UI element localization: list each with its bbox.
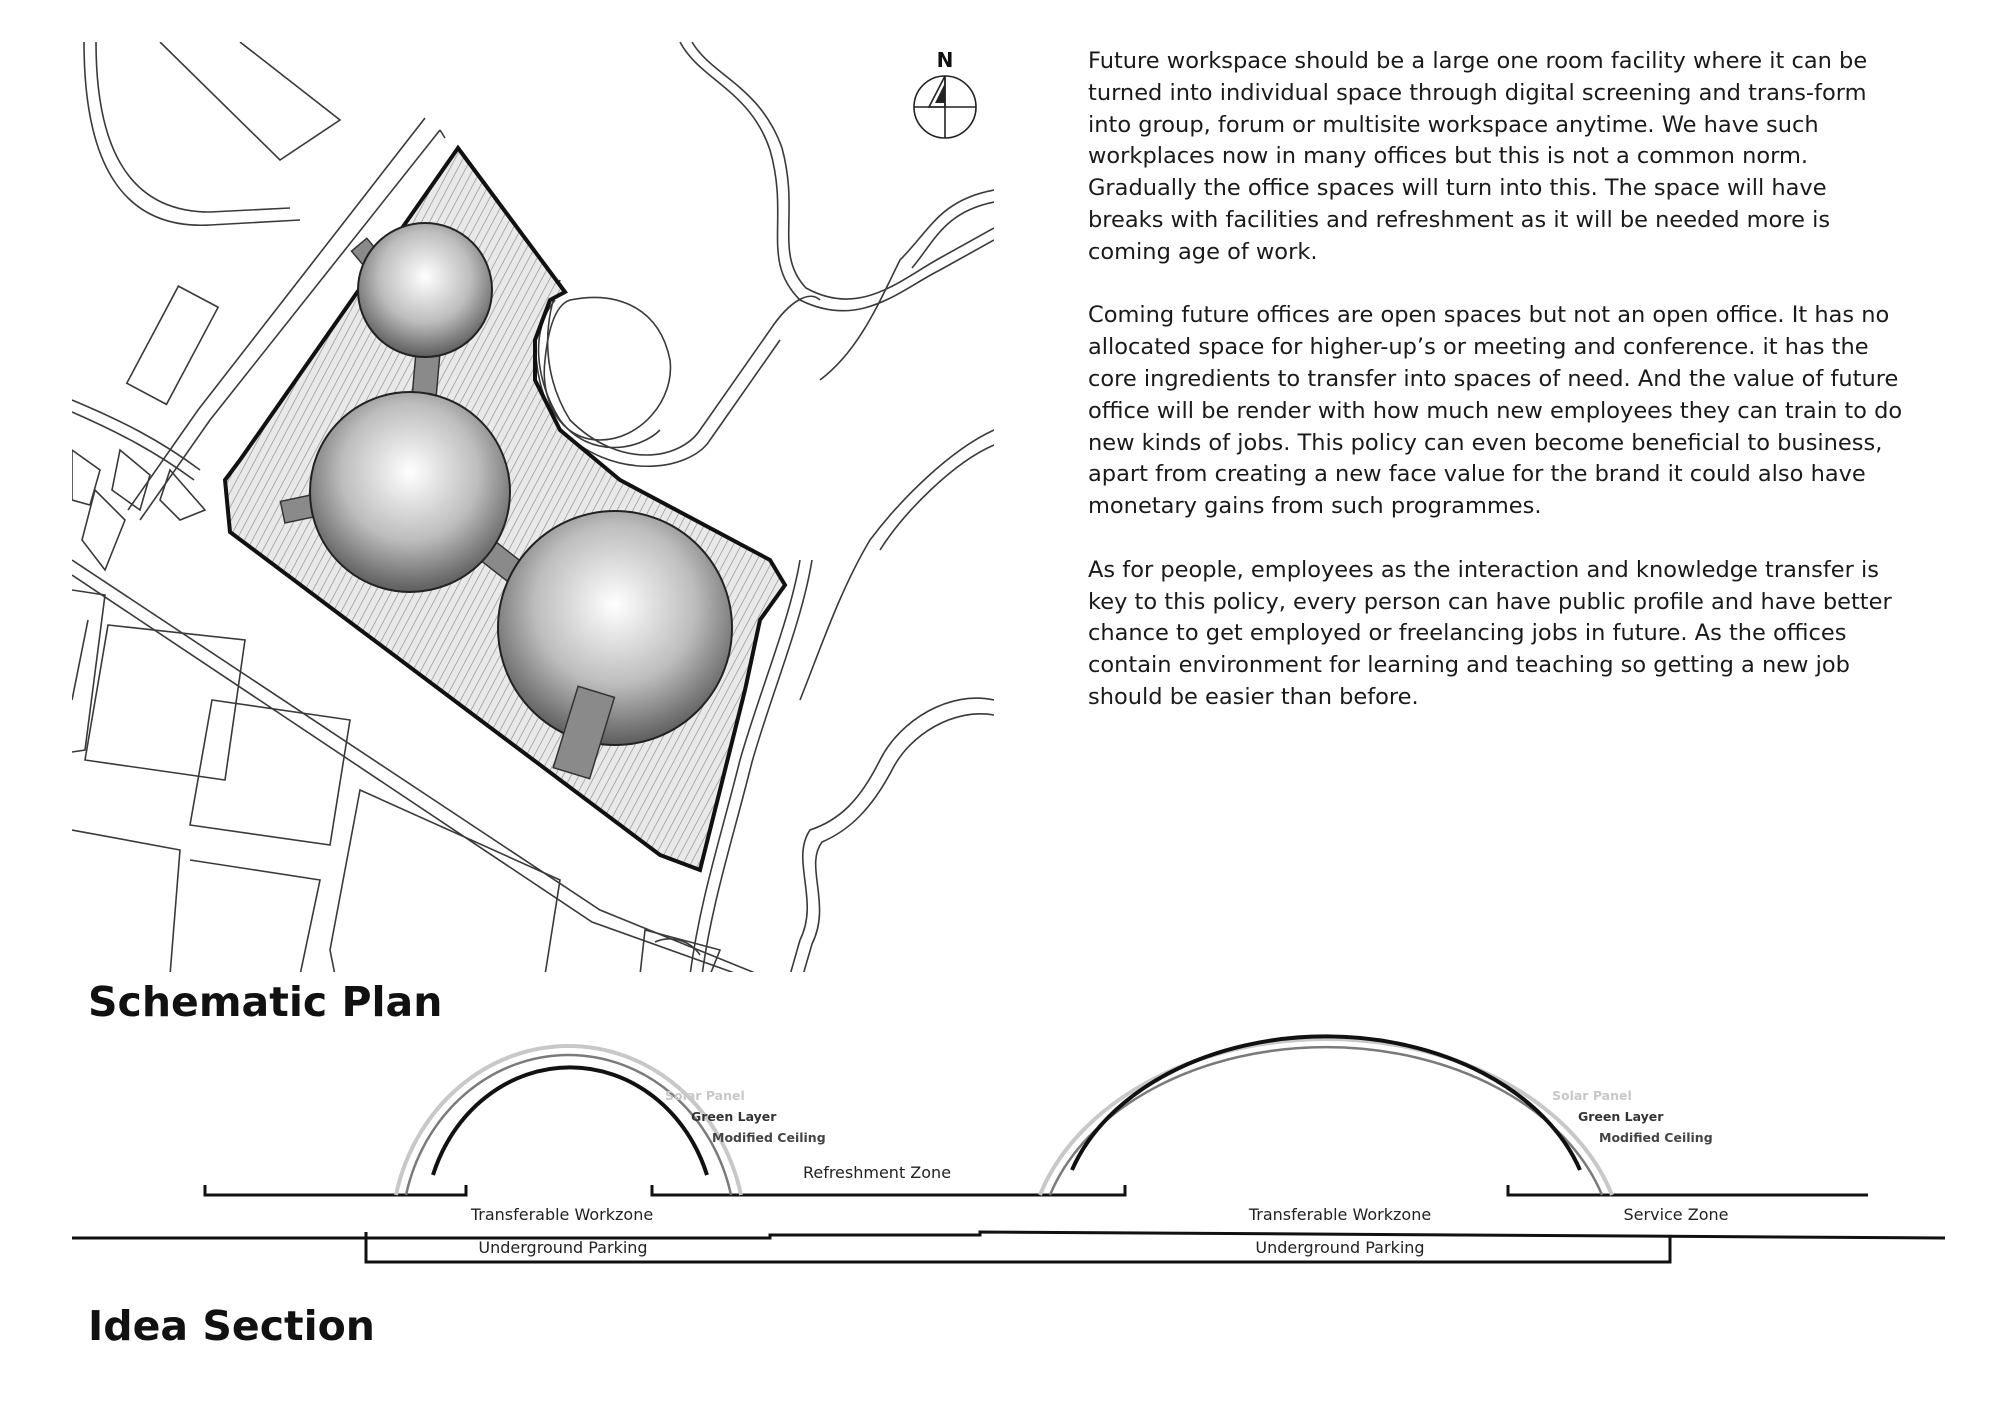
paragraph: As for people, employees as the interaction and knowledge transfer is key to this policy, every person can have public profile and have better chance to get employed or freelancing jobs in future. As the offices contain environment for learning and teaching so getting a new job should be easier than before.: [1088, 556, 1892, 710]
label-modified-ceiling: Modified Ceiling: [712, 1130, 826, 1145]
paragraph: Coming future offices are open spaces but not an open office. It has no allocated space for higher-up’s or meeting and conference. it has the core ingredients to transfer into spaces of need. And the value of future office will be render with how much new employees they can train to do new kinds of jobs. This policy can even become beneficial to business, apart from creating a new face value for the brand it could also have monetary gains from such programmes.: [1088, 302, 1903, 520]
zone-refreshment: Refreshment Zone: [802, 1163, 952, 1182]
small-dome-modified-ceiling: [433, 1067, 707, 1175]
dome-small: [358, 223, 492, 357]
large-dome-green-layer: [1050, 1047, 1602, 1195]
label-green-layer: Green Layer: [691, 1109, 777, 1124]
section-title: Idea Section: [88, 1302, 375, 1350]
floor-slab-left: [205, 1185, 466, 1195]
zone-transferable-workzone: Transferable Workzone: [1248, 1205, 1432, 1224]
ground-line: [72, 1232, 1945, 1238]
zone-service: Service Zone: [1623, 1205, 1729, 1224]
zone-underground-parking: Underground Parking: [478, 1238, 648, 1257]
label-green-layer: Green Layer: [1578, 1109, 1664, 1124]
paragraph: Future workspace should be a large one room facility where it can be turned into individual space through digital screening and trans-form into group, forum or multisite workspace anytime. We have such workplaces now in many offices but this is not a common norm. Gradually the office spaces will turn into this. The space will have breaks with facilities and refreshment as it will be needed more is coming age of work.: [1088, 48, 1868, 265]
large-dome-solar-panel: [1040, 1039, 1612, 1195]
label-modified-ceiling: Modified Ceiling: [1599, 1130, 1713, 1145]
large-dome-modified-ceiling: [1072, 1036, 1580, 1170]
description-text: [1088, 46, 1908, 746]
dome-large: [498, 511, 732, 745]
label-solar-panel: Solar Panel: [1552, 1088, 1632, 1103]
idea-section-diagram: [0, 1000, 2000, 1300]
zone-underground-parking: Underground Parking: [1255, 1238, 1425, 1257]
dome-medium: [310, 392, 510, 592]
floor-slab-right: [1508, 1185, 1868, 1195]
label-solar-panel: Solar Panel: [665, 1088, 745, 1103]
north-arrow: [905, 45, 985, 145]
zone-transferable-workzone: Transferable Workzone: [470, 1205, 654, 1224]
site-plan: [0, 0, 1000, 975]
plan-title: Schematic Plan: [88, 978, 443, 1026]
north-label: N: [936, 48, 954, 72]
